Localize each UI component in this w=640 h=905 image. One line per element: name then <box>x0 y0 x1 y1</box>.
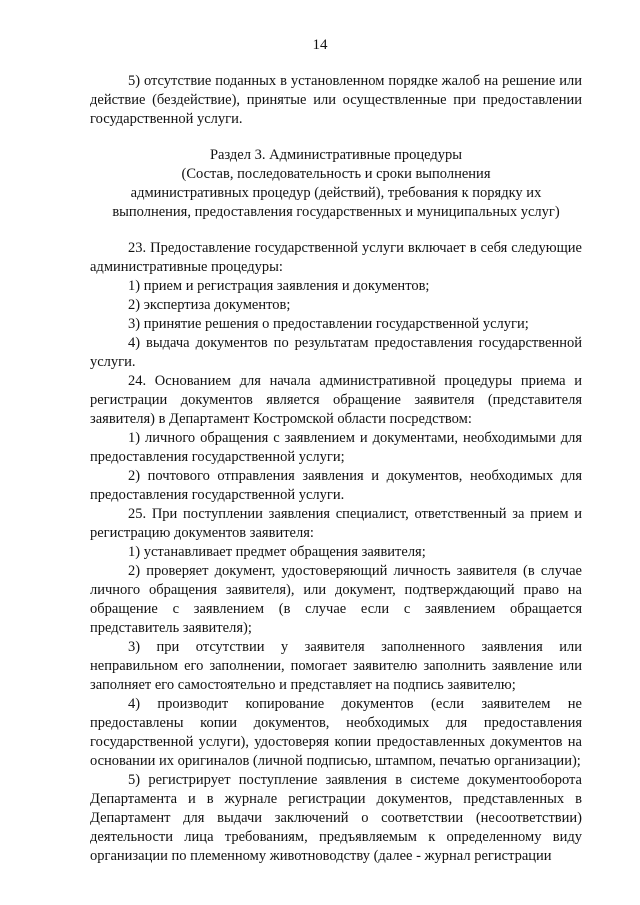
paragraph-25: 25. При поступлении заявления специалист, ответственный за прием и регистрацию документов заявителя: <box>90 506 582 541</box>
list-item: 4) выдача документов по результатам предоставления государственной услуги. <box>90 335 582 370</box>
paragraph-23: 23. Предоставление государственной услуги включает в себя следующие административные процедуры: <box>90 240 582 275</box>
list-item: 1) личного обращения с заявлением и документами, необходимыми для предоставления государственной услуги; <box>90 430 582 465</box>
section-title: Раздел 3. Административные процедуры <box>209 147 463 163</box>
list-item: 1) устанавливает предмет обращения заявителя; <box>128 544 426 560</box>
page-number: 14 <box>312 37 328 53</box>
list-item: 2) почтового отправления заявления и документов, необходимых для предоставления государственной услуги. <box>90 468 582 503</box>
list-item: 2) проверяет документ, удостоверяющий личность заявителя (в случае личного обращения заявителя), или документ, подтверждающий право на обращение с заявлением (в случае если с заявлением обращается представитель заявителя); <box>90 563 582 636</box>
spacer <box>90 222 582 239</box>
section-subtitle-line-3: выполнения, предоставления государственных и муниципальных услуг) <box>112 204 560 220</box>
list-item: 4) производит копирование документов (если заявителем не предоставлены копии документов, необходимых для предоставления государственной услуги), удостоверяя копии предоставленных документов на основании их оригиналов (личной подписью, штампом, печатью организации); <box>90 696 582 769</box>
list-item: 3) при отсутствии у заявителя заполненного заявления или неправильном его заполнении, помогает заявителю заполнить заявление или заполняет его самостоятельно и представляет на подпись заявителю; <box>90 639 582 693</box>
intro-paragraph: 5) отсутствие поданных в установленном порядке жалоб на решение или действие (бездействие), принятые или осуществленные при предоставлении государственной услуги. <box>90 73 582 127</box>
list-item: 2) экспертиза документов; <box>128 297 291 313</box>
section-heading <box>90 146 582 222</box>
section-subtitle-line-1: (Состав, последовательность и сроки выполнения <box>181 166 491 182</box>
spacer <box>90 129 582 146</box>
document-body <box>90 72 582 866</box>
list-item: 5) регистрирует поступление заявления в системе документооборота Департамента и в журнале регистрации документов, представленных в Департамент для выдачи заключений о соответствии (несоответствии) деятельности лица требованиям, предъявляемым к определенному виду организации по племенному животноводству (далее - журнал регистрации <box>90 772 582 864</box>
list-item: 3) принятие решения о предоставлении государственной услуги; <box>128 316 529 332</box>
paragraph-24: 24. Основанием для начала административной процедуры приема и регистрации документов является обращение заявителя (представителя заявителя) в Департамент Костромской области посредством: <box>90 373 582 427</box>
list-item: 1) прием и регистрация заявления и документов; <box>128 278 430 294</box>
section-subtitle-line-2: административных процедур (действий), требования к порядку их <box>130 185 542 201</box>
